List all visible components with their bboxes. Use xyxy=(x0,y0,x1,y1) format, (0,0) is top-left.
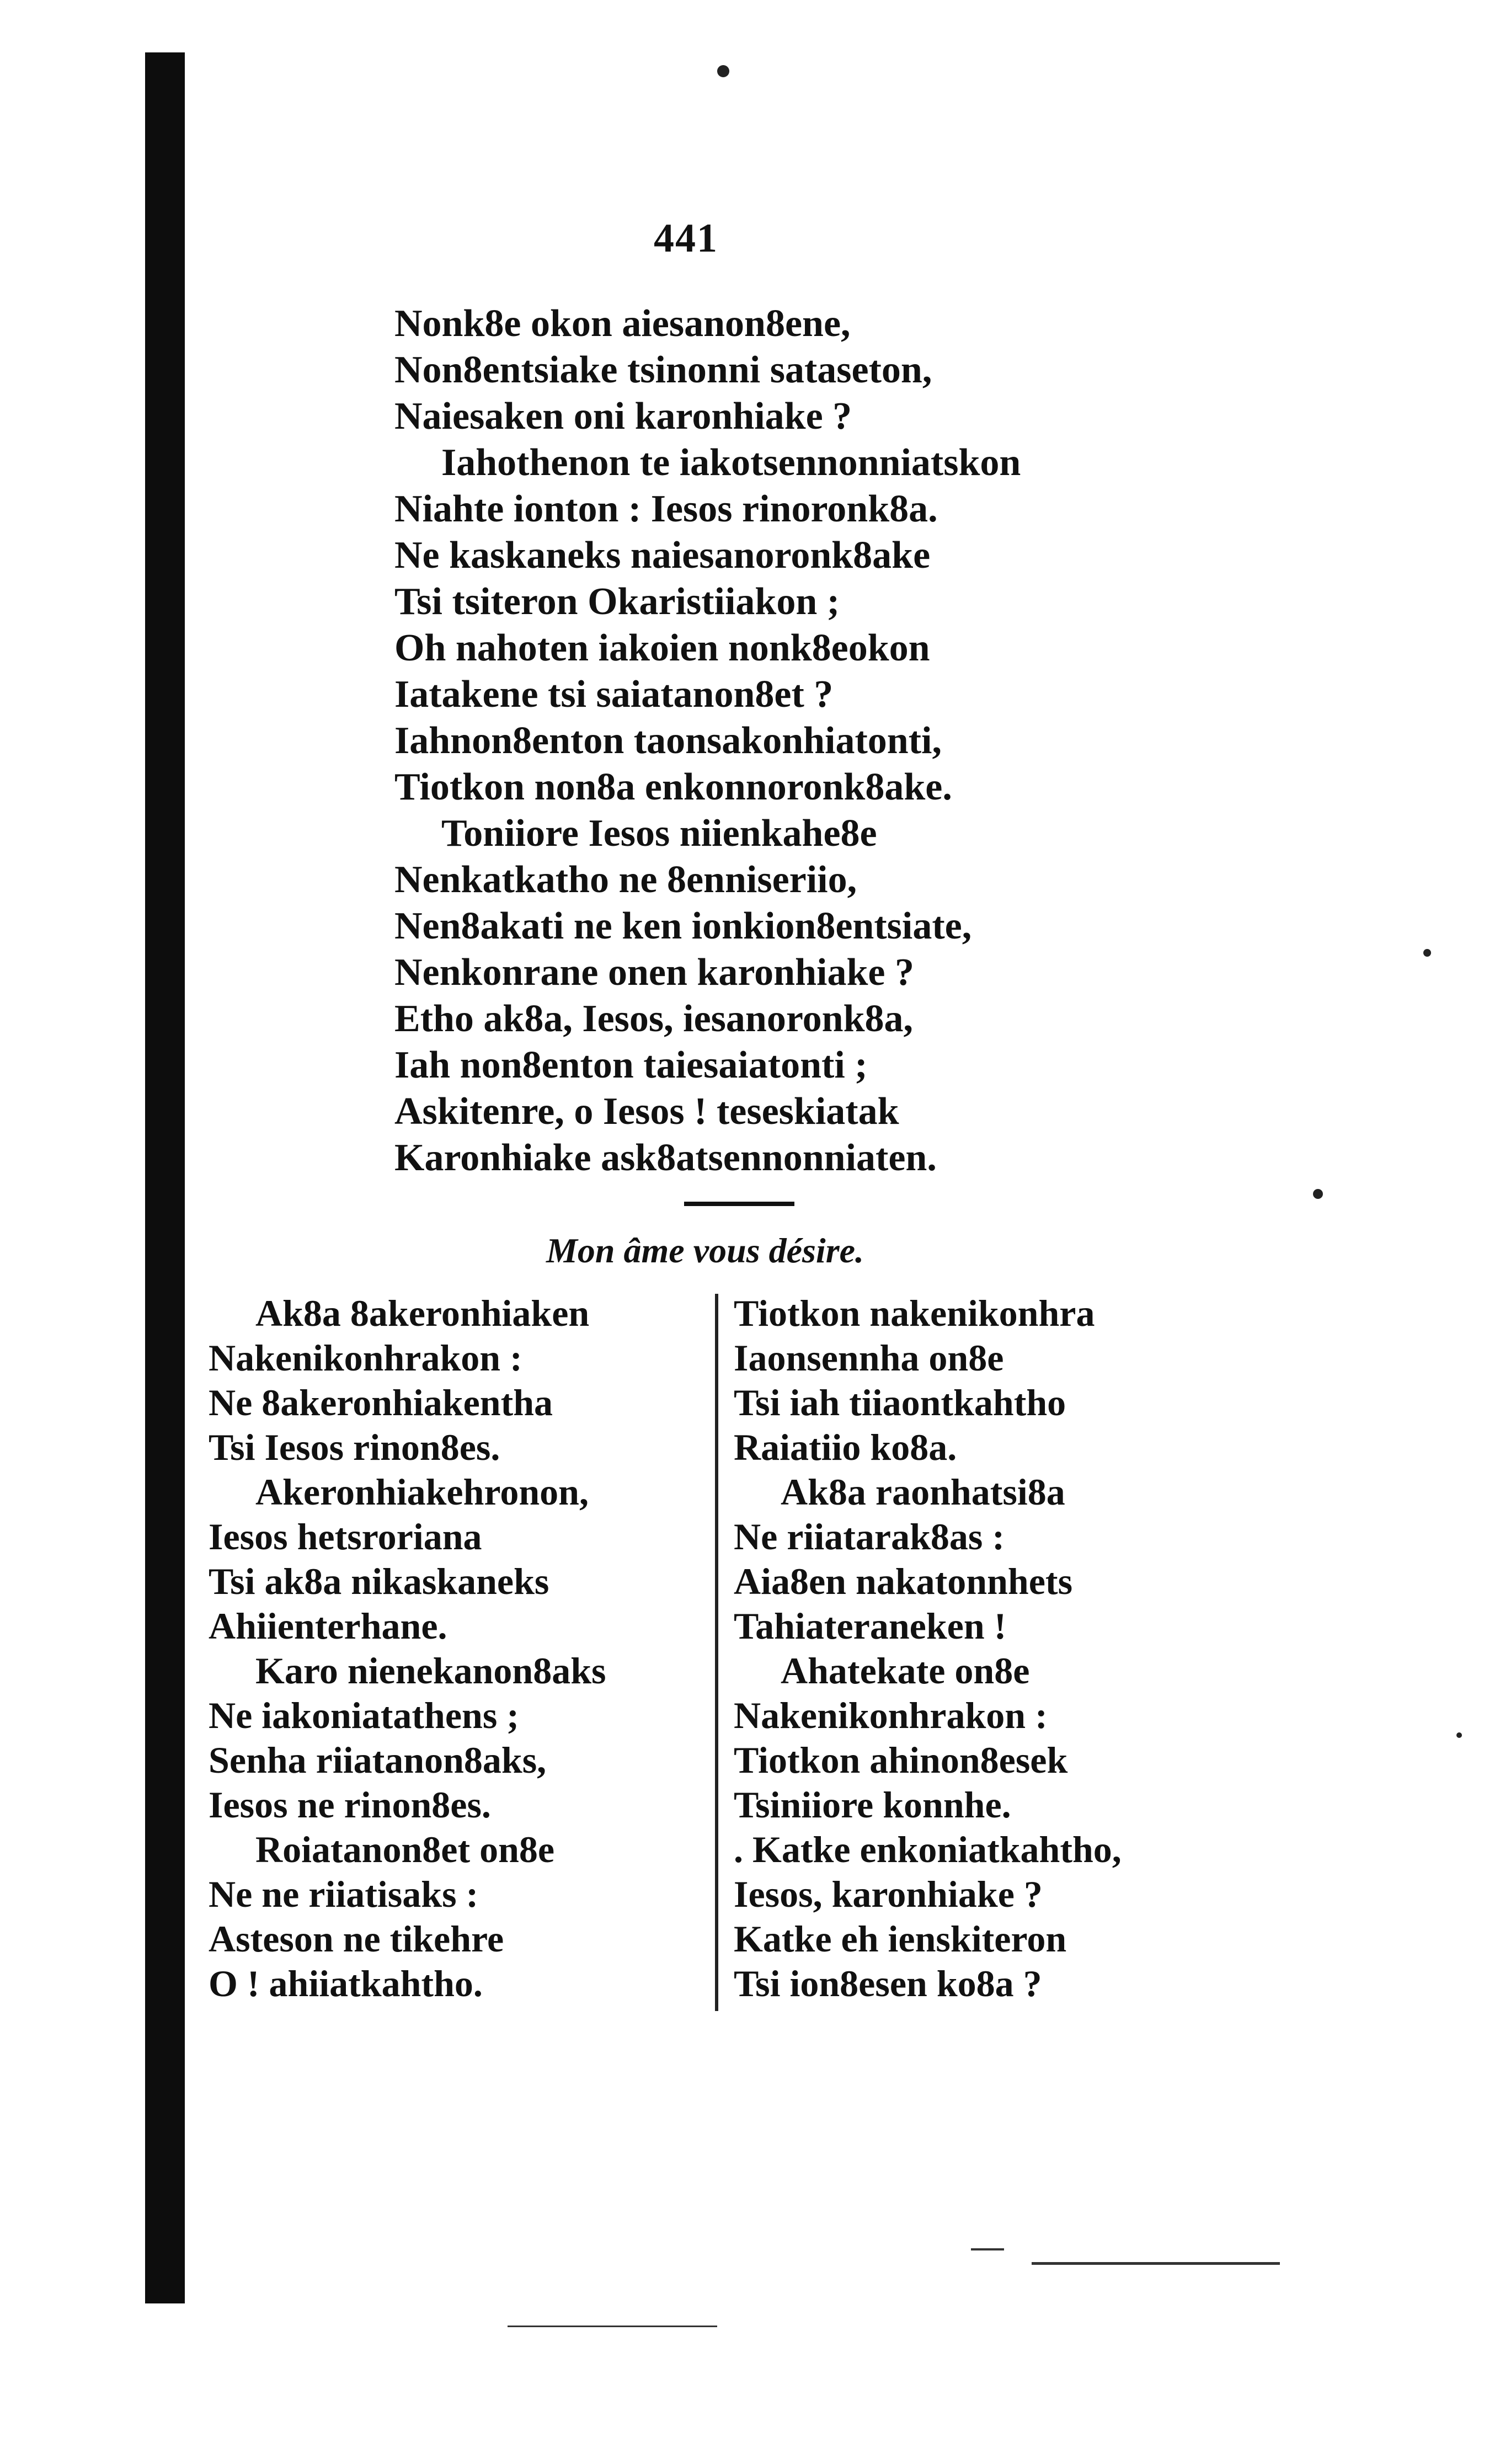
left-column xyxy=(209,1291,705,2006)
right-column-line: Iesos, karonhiake ? xyxy=(734,1873,1043,1915)
scan-scratch xyxy=(1032,2262,1280,2265)
left-column-line: Ak8a 8akeronhiaken xyxy=(255,1292,590,1334)
left-column-line: Asteson ne tikehre xyxy=(209,1918,504,1960)
left-column-line: Senha riiatanon8aks, xyxy=(209,1739,547,1781)
section-divider xyxy=(684,1202,794,1206)
poem-line: Nonk8e okon aiesanon8ene, xyxy=(394,302,851,345)
right-column-line: Nakenikonhrakon : xyxy=(734,1694,1048,1736)
left-column-line: Ahiienterhane. xyxy=(209,1605,447,1647)
poem-line: Non8entsiake tsinonni sataseton, xyxy=(394,349,932,391)
right-column-line: Tsi iah tiiaontkahtho xyxy=(734,1382,1066,1423)
scan-speck xyxy=(1423,949,1431,957)
scan-speck xyxy=(1313,1189,1323,1199)
left-column-line: Karo nienekanon8aks xyxy=(255,1650,606,1692)
left-column-line: Iesos ne rinon8es. xyxy=(209,1784,491,1826)
right-column-line: Aia8en nakatonnhets xyxy=(734,1560,1073,1602)
top-poem xyxy=(394,301,1222,1181)
poem-line: Toniiore Iesos niienkahe8e xyxy=(441,812,877,855)
poem-line: Karonhiake ask8atsennonniaten. xyxy=(394,1137,937,1179)
poem-line: Iah non8enton taiesaiatonti ; xyxy=(394,1044,868,1086)
poem-line: Iatakene tsi saiatanon8et ? xyxy=(394,673,834,716)
poem-line: Askitenre, o Iesos ! teseskiatak xyxy=(394,1090,899,1133)
column-rule xyxy=(715,1294,718,2011)
poem-line: Naiesaken oni karonhiake ? xyxy=(394,395,852,438)
binding-edge xyxy=(145,52,185,2303)
section-title: Mon âme vous désire. xyxy=(546,1231,864,1270)
poem-line: Tsi tsiteron Okaristiiakon ; xyxy=(394,580,840,623)
scan-scratch xyxy=(508,2326,717,2327)
poem-line: Iahothenon te iakotsennonniatskon xyxy=(441,441,1021,484)
right-column-line: Ahatekate on8e xyxy=(781,1650,1030,1692)
page-number: 441 xyxy=(654,216,718,261)
scan-speck xyxy=(717,65,729,77)
right-column-line: Ne riiatarak8as : xyxy=(734,1516,1005,1558)
right-column-line: Tahiateraneken ! xyxy=(734,1605,1007,1647)
left-column-line: Roiatanon8et on8e xyxy=(255,1828,555,1870)
right-column-line: Katke eh ienskiteron xyxy=(734,1918,1067,1960)
poem-line: Niahte ionton : Iesos rinoronk8a. xyxy=(394,488,938,530)
poem-line: Ne kaskaneks naiesanoronk8ake xyxy=(394,534,931,577)
right-column-line: Tsiniiore konnhe. xyxy=(734,1784,1011,1826)
left-column-line: Nakenikonhrakon : xyxy=(209,1337,522,1379)
right-column-line: Tiotkon nakenikonhra xyxy=(734,1292,1095,1334)
right-column-line: Tsi ion8esen ko8a ? xyxy=(734,1962,1042,2004)
right-column-line: . Katke enkoniatkahtho, xyxy=(734,1828,1122,1870)
left-column-line: Ne 8akeronhiakentha xyxy=(209,1382,553,1423)
left-column-line: Akeronhiakehronon, xyxy=(255,1471,589,1513)
right-column-line: Raiatiio ko8a. xyxy=(734,1426,957,1468)
right-column xyxy=(734,1291,1230,2006)
poem-line: Oh nahoten iakoien nonk8eokon xyxy=(394,627,930,669)
right-column-line: Iaonsennha on8e xyxy=(734,1337,1004,1379)
poem-line: Nenkatkatho ne 8enniseriio, xyxy=(394,858,857,901)
scan-speck xyxy=(1456,1732,1462,1738)
poem-line: Iahnon8enton taonsakonhiatonti, xyxy=(394,719,942,762)
left-column-line: O ! ahiiatkahtho. xyxy=(209,1962,483,2004)
left-column-line: Tsi Iesos rinon8es. xyxy=(209,1426,500,1468)
right-column-line: Ak8a raonhatsi8a xyxy=(781,1471,1065,1513)
scan-scratch xyxy=(971,2248,1004,2250)
left-column-line: Ne iakoniatathens ; xyxy=(209,1694,519,1736)
poem-line: Tiotkon non8a enkonnoronk8ake. xyxy=(394,766,952,808)
poem-line: Nenkonrane onen karonhiake ? xyxy=(394,951,914,994)
right-column-line: Tiotkon ahinon8esek xyxy=(734,1739,1068,1781)
poem-line: Etho ak8a, Iesos, iesanoronk8a, xyxy=(394,998,914,1040)
left-column-line: Ne ne riiatisaks : xyxy=(209,1873,479,1915)
left-column-line: Iesos hetsroriana xyxy=(209,1516,482,1558)
poem-line: Nen8akati ne ken ionkion8entsiate, xyxy=(394,905,972,947)
left-column-line: Tsi ak8a nikaskaneks xyxy=(209,1560,549,1602)
